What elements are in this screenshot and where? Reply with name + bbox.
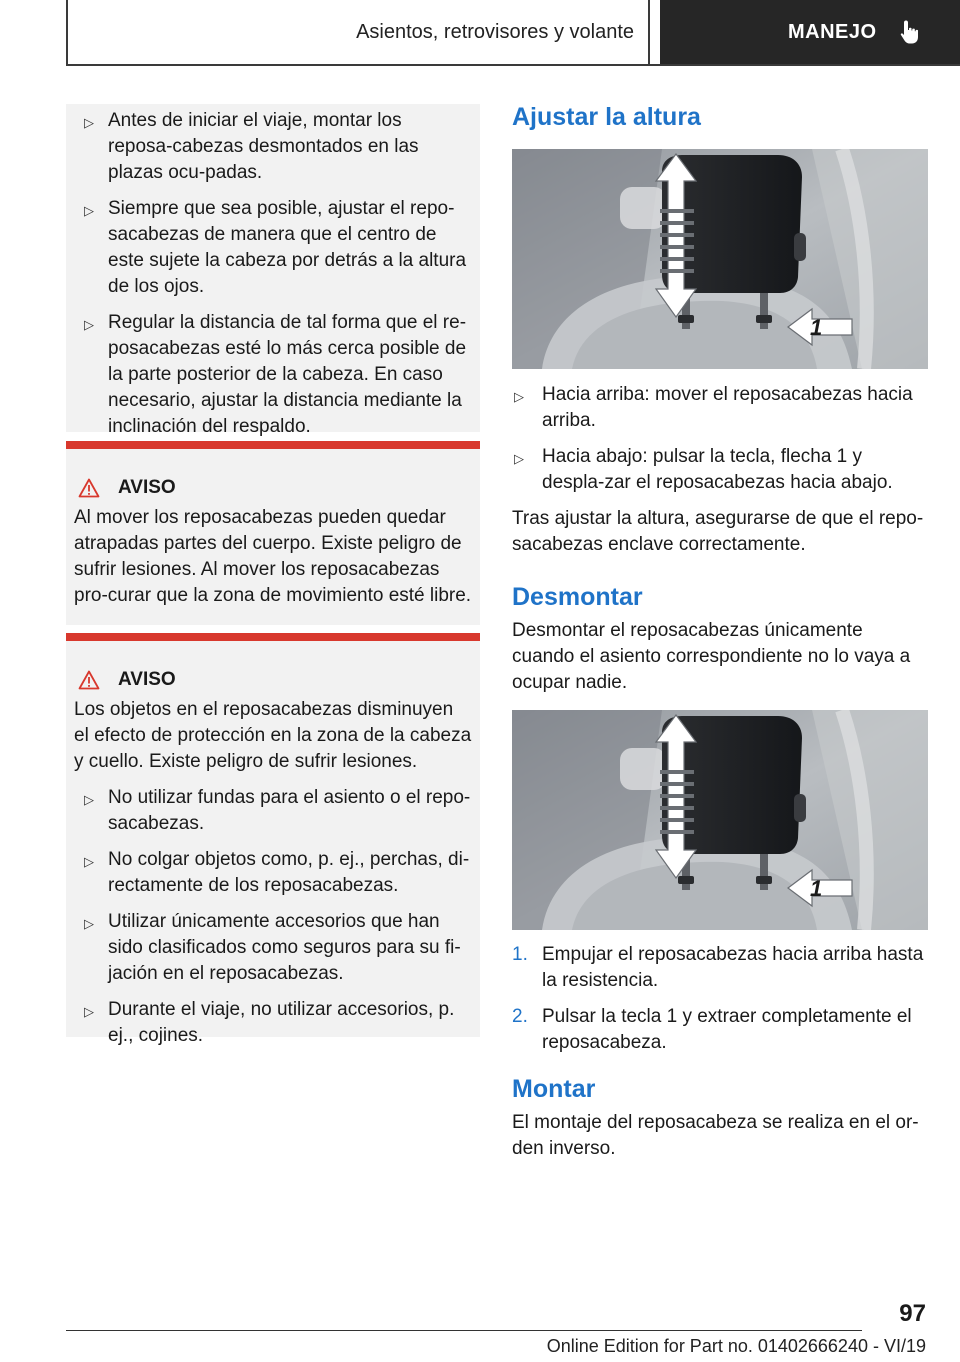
- triangle-bullet-icon: ▷: [84, 317, 94, 332]
- triangle-bullet-icon: ▷: [84, 916, 94, 931]
- warning-triangle-icon: [78, 670, 100, 690]
- list-item: ▷ Hacia abajo: pulsar la tecla, flecha 1 y despla-zar el reposacabezas hacia abajo.: [514, 446, 893, 493]
- list-item: ▷ Siempre que sea posible, ajustar el repo-sacabezas de manera que el centro de este sujete la cabeza por detrás a la altura de los ojos.: [84, 198, 467, 297]
- footer-edition: Online Edition for Part no. 01402666240 - VI/19: [546, 1336, 926, 1356]
- header-rule: [66, 64, 960, 66]
- callout-label: 1: [810, 315, 823, 340]
- warning-list: [74, 785, 472, 1049]
- triangle-bullet-icon: ▷: [84, 203, 94, 218]
- headrest-photo-1: [512, 149, 928, 369]
- list-item: ▷ No colgar objetos como, p. ej., perchas, di-rectamente de los reposacabezas.: [84, 849, 470, 896]
- section-install: [512, 1074, 928, 1162]
- callout-label: 1: [810, 876, 823, 901]
- triangle-bullet-icon: ▷: [84, 792, 94, 807]
- warning-heading: AVISO: [74, 669, 472, 691]
- intro-list: [78, 104, 468, 440]
- headrest-remove-illustration: [512, 710, 928, 930]
- steps-list: [512, 942, 928, 1056]
- list-item: ▷ Utilizar únicamente accesorios que han sido clasificados como seguros para su fi-jación en el reposacabezas.: [84, 911, 461, 984]
- warning-box-1: [66, 441, 480, 625]
- body-text: Desmontar el reposacabezas únicamente cuando el asiento correspondiente no lo vaya a ocupar nadie.: [512, 620, 911, 693]
- section-title: Ajustar la altura: [512, 103, 701, 131]
- list-item: 2. Pulsar la tecla 1 y extraer completamente el reposacabeza.: [512, 1006, 912, 1053]
- list-item: 1. Empujar el reposacabezas hacia arriba hasta la resistencia.: [512, 944, 924, 991]
- warning-triangle-icon: [78, 478, 100, 498]
- headrest-adjust-illustration: [512, 149, 928, 369]
- headrest-photo-2: [512, 710, 928, 930]
- list-item: ▷ Antes de iniciar el viaje, montar los reposa-cabezas desmontados en las plazas ocu-padas.: [84, 110, 419, 183]
- section-remove: [512, 582, 928, 696]
- adjust-height-content: [512, 382, 928, 558]
- header-chapter-label: MANEJO: [788, 20, 877, 43]
- header-chapter-tab[interactable]: [660, 0, 960, 64]
- hand-pointer-icon: [899, 19, 921, 45]
- remove-steps: [512, 942, 928, 1066]
- body-text: El montaje del reposacabeza se realiza en el or-den inverso.: [512, 1112, 919, 1159]
- page-number: 97: [899, 1300, 926, 1327]
- section-adjust-height: [512, 102, 928, 132]
- triangle-bullet-icon: ▷: [84, 854, 94, 869]
- triangle-bullet-icon: ▷: [84, 1004, 94, 1019]
- triangle-bullet-icon: ▷: [514, 389, 524, 404]
- body-text: Tras ajustar la altura, asegurarse de que el repo-sacabezas enclave correctamente.: [512, 508, 924, 555]
- warning-box-2: [66, 633, 480, 1046]
- warning-heading: AVISO: [74, 477, 472, 499]
- list-item: ▷ Regular la distancia de tal forma que el re-posacabezas esté lo más cerca posible de la parte posterior de la cabeza. En caso necesario, ajustar la distancia mediante la inclinación del respaldo.: [84, 312, 467, 437]
- triangle-bullet-icon: ▷: [514, 451, 524, 466]
- list-item: ▷ No utilizar fundas para el asiento o el repo-sacabezas.: [84, 787, 471, 834]
- intro-box: [66, 104, 480, 437]
- header-section-title: Asientos, retrovisores y volante: [356, 20, 634, 43]
- warning-text: Al mover los reposacabezas pueden quedar atrapadas partes del cuerpo. Existe peligro de sufrir lesiones. Al mover los reposacabezas pro-curar que la zona de movimiento esté libre.: [74, 507, 472, 606]
- warning-text: Los objetos en el reposacabezas disminuyen el efecto de protección en la zona de la cabeza y cuello. Existe peligro de sufrir lesiones.: [74, 699, 472, 772]
- list-item: ▷ Durante el viaje, no utilizar accesorios, p. ej., cojines.: [84, 999, 455, 1046]
- header-divider: [648, 0, 650, 66]
- adjust-list: [512, 382, 928, 496]
- section-title: Desmontar: [512, 583, 643, 611]
- section-title: Montar: [512, 1075, 596, 1103]
- footer-rule: [66, 1330, 862, 1331]
- triangle-bullet-icon: ▷: [84, 115, 94, 130]
- list-item: ▷ Hacia arriba: mover el reposacabezas hacia arriba.: [514, 384, 913, 431]
